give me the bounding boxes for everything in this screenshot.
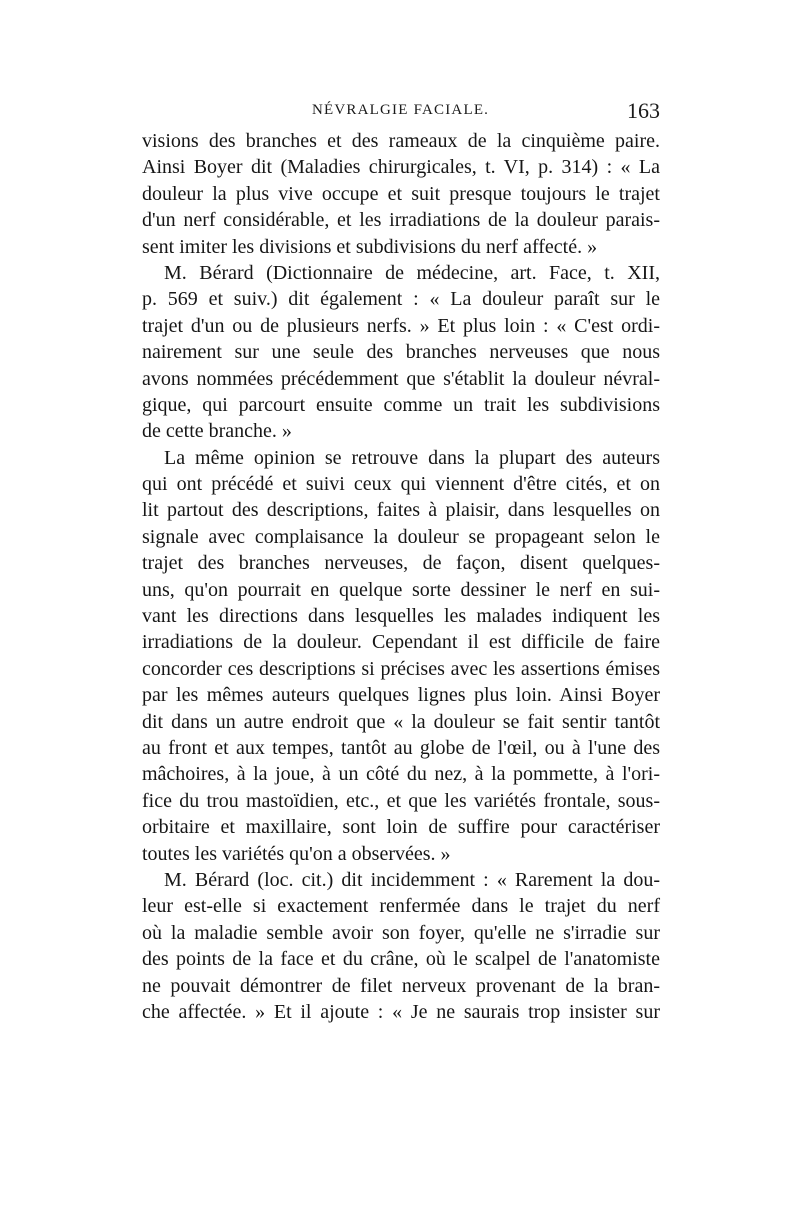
text-line: avons nommées précédemment que s'établit la douleur névral-: [142, 367, 660, 390]
text-line: gique, qui parcourt ensuite comme un trait les subdivisions: [142, 393, 660, 416]
text-line: d'un nerf considérable, et les irradiations de la douleur parais-: [142, 209, 660, 232]
text-line: signale avec complaisance la douleur se propageant selon le: [142, 525, 660, 548]
text-line: leur est-elle si exactement renfermée dans le trajet du nerf: [142, 895, 660, 918]
text-line: des points de la face et du crâne, où le scalpel de l'anatomiste: [142, 948, 660, 971]
text-line: La même opinion se retrouve dans la plupart des auteurs: [164, 446, 660, 469]
page-header: [142, 98, 660, 124]
text-line: où la maladie semble avoir son foyer, qu'elle ne s'irradie sur: [142, 921, 660, 944]
text-line: qui ont précédé et suivi ceux qui viennent d'être cités, et on: [142, 473, 660, 496]
text-line: visions des branches et des rameaux de la cinquième paire.: [142, 130, 660, 152]
page-number: 163: [627, 98, 660, 123]
text-line: par les mêmes auteurs quelques lignes plus loin. Ainsi Boyer: [142, 684, 660, 707]
text-line: uns, qu'on pourrait en quelque sorte dessiner le nerf en sui-: [142, 578, 660, 601]
text-line: Ainsi Boyer dit (Maladies chirurgicales, t. VI, p. 314) : « La: [142, 156, 660, 179]
running-title: NÉVRALGIE FACIALE.: [312, 102, 490, 118]
text-line: mâchoires, à la joue, à un côté du nez, à la pommette, à l'ori-: [142, 763, 660, 786]
text-line: che affectée. » Et il ajoute : « Je ne saurais trop insister sur: [142, 1000, 660, 1023]
text-line: M. Bérard (loc. cit.) dit incidemment : « Rarement la dou-: [164, 868, 660, 891]
text-line: douleur la plus vive occupe et suit presque toujours le trajet: [142, 182, 660, 205]
text-line: orbitaire et maxillaire, sont loin de suffire pour caractériser: [142, 816, 660, 839]
body-text: [142, 128, 660, 1025]
text-line: fice du trou mastoïdien, etc., et que les variétés frontale, sous-: [142, 789, 660, 812]
text-line: irradiations de la douleur. Cependant il est difficile de faire: [142, 631, 660, 654]
text-line: M. Bérard (Dictionnaire de médecine, art. Face, t. XII,: [164, 261, 660, 284]
text-line: de cette branche. »: [142, 420, 292, 443]
text-line: toutes les variétés qu'on a observées. »: [142, 842, 451, 865]
text-line: trajet d'un ou de plusieurs nerfs. » Et plus loin : « C'est ordi-: [142, 314, 660, 337]
text-line: lit partout des descriptions, faites à plaisir, dans lesquelles on: [142, 499, 660, 522]
text-line: concorder ces descriptions si précises avec les assertions émises: [142, 657, 660, 680]
text-line: nairement sur une seule des branches nerveuses que nous: [142, 341, 660, 364]
text-line: sent imiter les divisions et subdivisions du nerf affecté. »: [142, 235, 598, 258]
text-line: vant les directions dans lesquelles les malades indiquent les: [142, 605, 660, 628]
text-line: p. 569 et suiv.) dit également : « La douleur paraît sur le: [142, 288, 660, 311]
text-line: ne pouvait démontrer de filet nerveux provenant de la bran-: [142, 974, 660, 997]
text-line: trajet des branches nerveuses, de façon, disent quelques-: [142, 552, 660, 575]
text-line: dit dans un autre endroit que « la douleur se fait sentir tantôt: [142, 710, 660, 733]
text-line: au front et aux tempes, tantôt au globe de l'œil, ou à l'une des: [142, 736, 660, 759]
